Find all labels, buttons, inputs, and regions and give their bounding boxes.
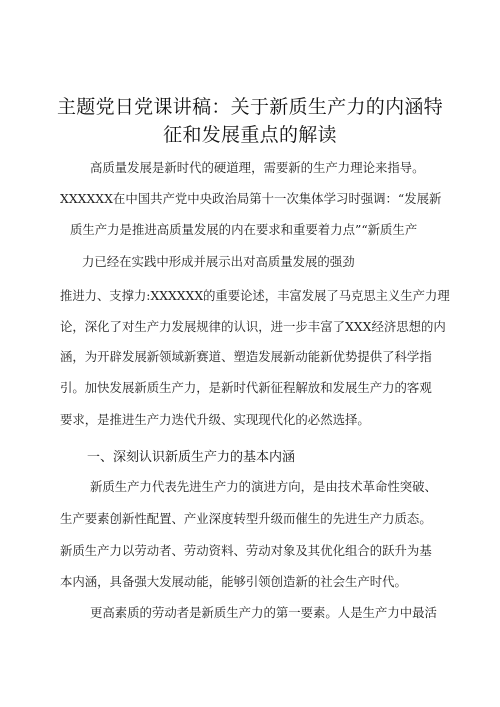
section-heading: 一、深刻认识新质生产力的基本内涵 [87,450,296,465]
paragraph-line: 高质量发展是新时代的硬道理，需要新的生产力理论来指导。 [90,160,425,175]
paragraph-line: 力已经在实践中形成并展示出对高质量发展的强劲 [82,254,355,269]
paragraph-line: 更高素质的劳动者是新质生产力的第一要素。人是生产力中最活 [90,605,437,620]
paragraph-line: 质生产力是推进高质量发展的内在要求和重要着力点”“新质生产 [70,222,418,237]
paragraph-line: 要求，是推进生产力迭代升级、实现现代化的必然选择。 [60,412,370,427]
paragraph-line: 新质生产力以劳动者、劳动资料、劳动对象及其优化组合的跃升为基 [60,543,432,558]
paragraph-line: 涵，为开辟发展新领域新赛道、塑造发展新动能新优势提供了科学指 [60,349,432,364]
paragraph-line: 推进力、支撑力:XXXXXX的重要论述，丰富发展了马克思主义生产力理 [60,288,450,303]
paragraph-line: 新质生产力代表先进生产力的演进方向，是由技术革命性突破、 [90,479,437,494]
document-title-line-1: 主题党日党课讲稿：关于新质生产力的内涵特 [56,96,443,118]
document-title-line-2: 征和发展重点的解读 [163,124,337,146]
paragraph-line: 论，深化了对生产力发展规律的认识，进一步丰富了XXX经济思想的内 [60,319,446,334]
paragraph-line: 生产要素创新性配置、产业深度转型升级而催生的先进生产力质态。 [60,511,432,526]
paragraph-line: 引。加快发展新质生产力，是新时代新征程解放和发展生产力的客观 [60,380,432,395]
paragraph-line: XXXXXX在中国共产党中央政治局第十一次集体学习时强调：“发展新 [60,191,442,206]
paragraph-line: 本内涵，具备强大发展动能，能够引领创造新的社会生产时代。 [60,574,407,589]
